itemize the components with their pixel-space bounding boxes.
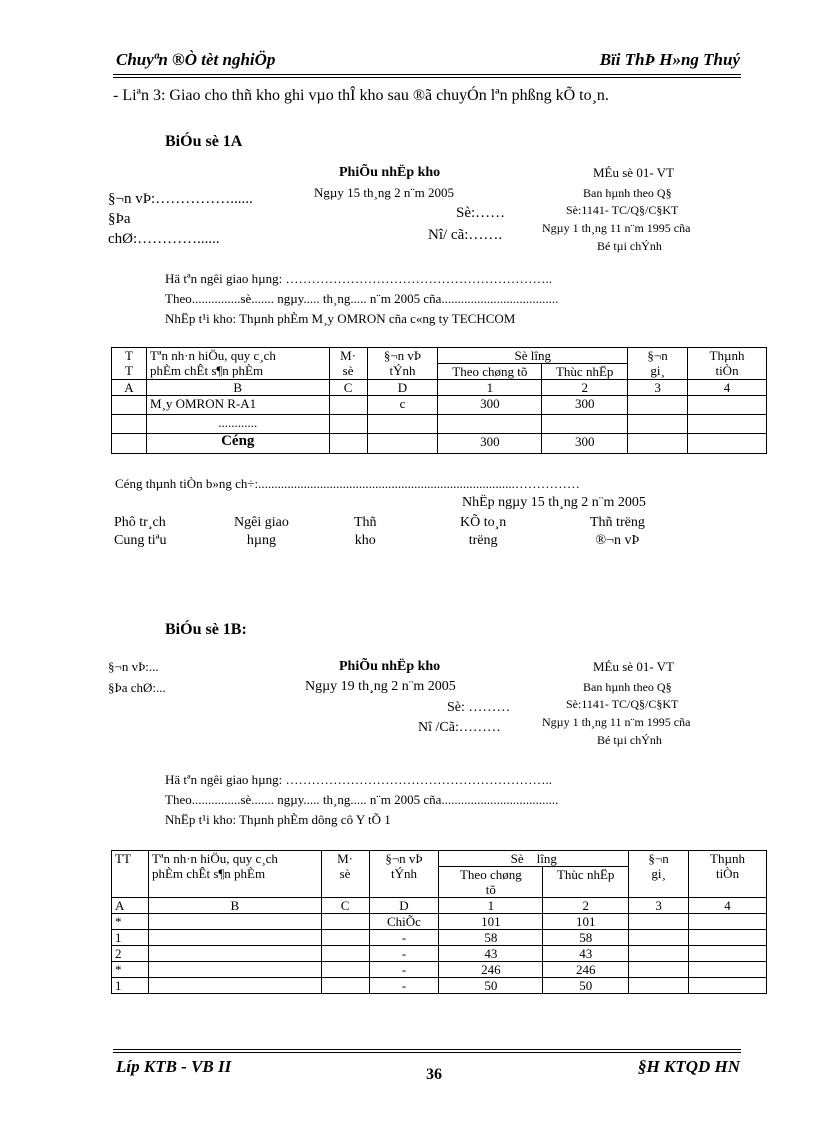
form1-don-vi: §¬n vÞ:……………...... (108, 191, 253, 207)
form2-nhap-tai: NhËp t¹i kho: Thµnh phÈm dông cô Y tÕ 1 (165, 812, 391, 827)
header-left: Chuyªn ®Ò tèt nghiÖp (116, 50, 276, 69)
table-row: * - 246 246 (112, 962, 767, 978)
form1-no-co: Nî/ cã:……. (428, 227, 503, 243)
form1-ngay-qd: Ngµy 1 th¸ng 11 n¨m 1995 cña (542, 221, 691, 235)
form1-ban-hanh: Ban hµnh theo Q§ (583, 186, 672, 200)
form1-sign-date: NhËp ngµy 15 th¸ng 2 n¨m 2005 (462, 495, 646, 510)
form2-table: TT Tªn nh·n hiÖu, quy c¸ch phÈm chÊt s¶n phÈm M· sè §¬n vÞ tÝnh Sè lîng §¬n gi¸ Thµnh tiÒn Theo chøng tõ Thùc nhËp A B C D 1 2 3 4 * ChiÕc 101 101 1 - 58 58 2 - 43 43 * - 246 246 1 - 50 50 (111, 850, 767, 994)
form2-theo: Theo...............sè....... ngµy..... th¸ng..... n¨m 2005 cña.................................... (165, 792, 559, 807)
form2-date: Ngµy 19 th¸ng 2 n¨m 2005 (305, 679, 456, 694)
form2-dia-chi: §Þa chØ:... (108, 680, 166, 695)
table-code-row: A B C D 1 2 3 4 (112, 898, 767, 914)
form1-so-qd: Sè:1141- TC/Q§/C§KT (566, 203, 679, 217)
form2-ngay-qd: Ngµy 1 th¸ng 11 n¨m 1995 cña (542, 715, 691, 729)
form1-dia: §Þa (108, 211, 131, 227)
form1-nhap-tai: NhËp t¹i kho: Thµnh phÈm M¸y OMRON cña c«ng ty TECHCOM (165, 311, 516, 326)
form1-bo: Bé tµi chÝnh (597, 239, 662, 253)
sign-thu-truong: Thñ trëng ®¬n vÞ (590, 515, 645, 548)
table-row: ............ (112, 415, 767, 434)
form2-so: Sè: ……… (447, 700, 511, 715)
table-row: 1 - 50 50 (112, 978, 767, 994)
form2-mau: MÉu sè 01- VT (593, 659, 675, 674)
footer-rule-2 (113, 1052, 741, 1053)
form1-table: T T Tªn nh·n hiÖu, quy c¸ch phÈm chÊt s¶n phÈm M· sè §¬n vÞ tÝnh Sè lîng §¬n gi¸ Thµnh tiÒn Theo chøng tõ Thùc nhËp A B C D 1 2 3 4 M¸y OMRON R-A1 c 300 300 ............ Céng 300 300 (111, 347, 767, 454)
header-rule (113, 74, 741, 75)
form1-cong-thanh-tien: Céng thµnh tiÒn b»ng ch÷:...............................................................................…………… (115, 476, 580, 491)
table-row: * ChiÕc 101 101 (112, 914, 767, 930)
form1-date: Ngµy 15 th¸ng 2 n¨m 2005 (314, 185, 455, 200)
form1-mau: MÉu sè 01- VT (593, 165, 675, 180)
form2-doc-title: PhiÕu nhËp kho (339, 659, 441, 674)
form2-don-vi: §¬n vÞ:... (108, 659, 159, 674)
footer-left: Líp KTB - VB II (116, 1057, 232, 1076)
table-row: 2 - 43 43 (112, 946, 767, 962)
form2-no-co: Nî /Cã:……… (418, 720, 501, 735)
sign-nguoi-giao: Ngêi giao hµng (234, 515, 289, 548)
form1-giao-hang: Hä tªn ngêi giao hµng: …………………………………………………….. (165, 271, 552, 286)
intro-line: - Liªn 3: Giao cho thñ kho ghi vµo thÎ kho sau ®ã chuyÓn lªn phßng kÕ to¸n. (113, 87, 609, 104)
footer-rule (113, 1049, 741, 1050)
form2-giao-hang: Hä tªn ngêi giao hµng: …………………………………………………….. (165, 772, 552, 787)
page-number: 36 (426, 1066, 442, 1083)
header-rule-2 (113, 77, 741, 78)
sign-thu-kho: Thñ kho (354, 515, 377, 548)
table-row: 1 - 58 58 (112, 930, 767, 946)
form1-chi: chØ:…………...... (108, 231, 220, 247)
sign-phu-trach: Phô tr¸ch Cung tiªu (114, 515, 167, 548)
form2-bo: Bé tµi chÝnh (597, 733, 662, 747)
footer-right: §H KTQD HN (638, 1057, 740, 1076)
form2-so-qd: Sè:1141- TC/Q§/C§KT (566, 697, 679, 711)
form1-doc-title: PhiÕu nhËp kho (339, 165, 441, 180)
table-code-row: A B C D 1 2 3 4 (112, 380, 767, 396)
table-row: M¸y OMRON R-A1 c 300 300 (112, 396, 767, 415)
table-header-row: TT Tªn nh·n hiÖu, quy c¸ch phÈm chÊt s¶n phÈm M· sè §¬n vÞ tÝnh Sè lîng §¬n gi¸ Thµnh tiÒn (112, 851, 767, 867)
form1-title: BiÓu sè 1A (165, 133, 243, 150)
form1-so: Sè:…… (456, 205, 506, 221)
table-header-row: T T Tªn nh·n hiÖu, quy c¸ch phÈm chÊt s¶n phÈm M· sè §¬n vÞ tÝnh Sè lîng §¬n gi¸ Thµnh tiÒn (112, 348, 767, 364)
sign-ke-toan: KÕ to¸n trëng (460, 515, 507, 548)
form2-ban-hanh: Ban hµnh theo Q§ (583, 680, 672, 694)
form1-theo: Theo...............sè....... ngµy..... th¸ng..... n¨m 2005 cña.................................... (165, 291, 559, 306)
header-right: Bïi ThÞ H»ng Thuý (599, 50, 740, 69)
form2-title: BiÓu sè 1B: (165, 621, 247, 638)
table-total-row: Céng 300 300 (112, 434, 767, 454)
